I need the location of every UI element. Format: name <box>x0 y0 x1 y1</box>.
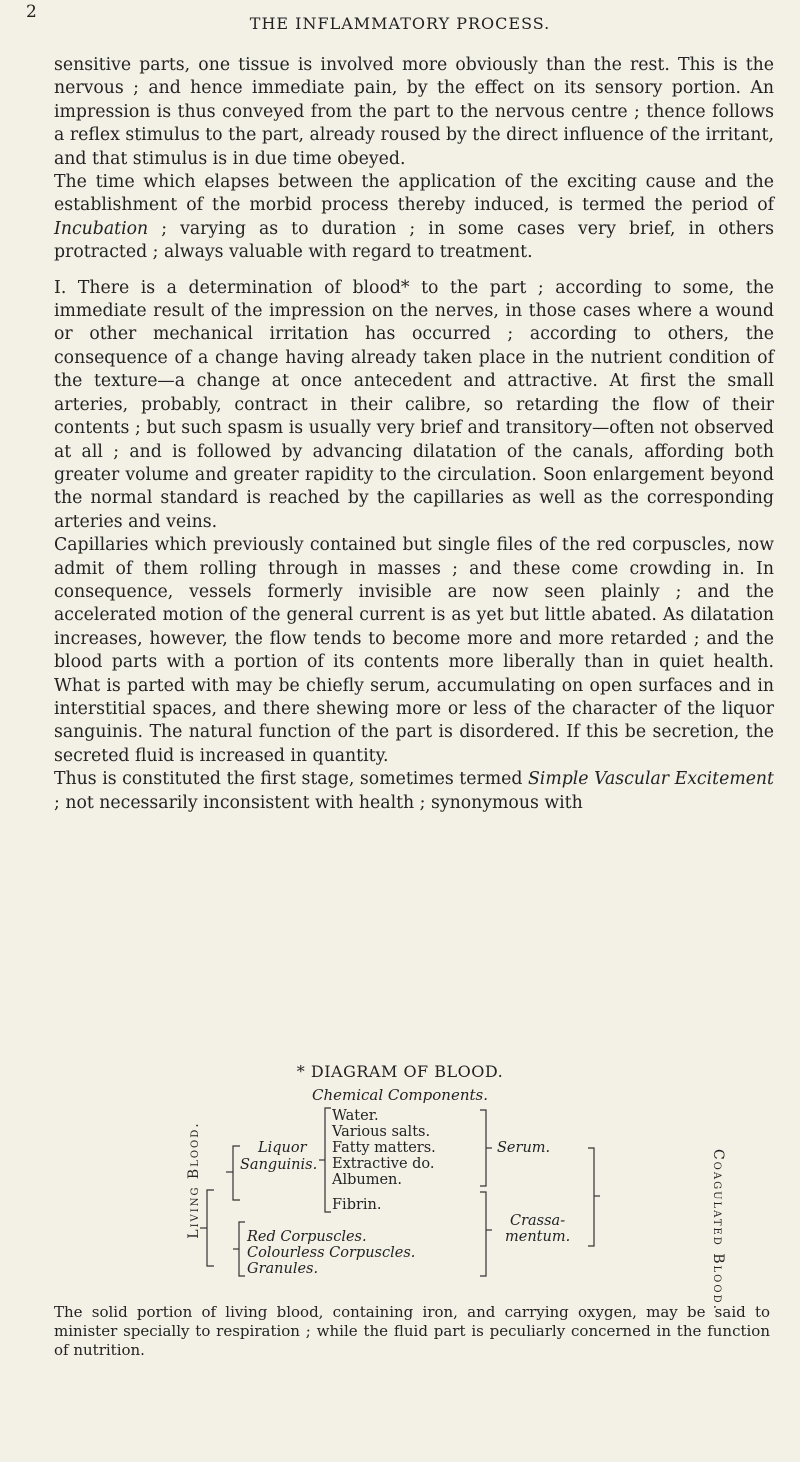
water-label: Water. <box>332 1108 379 1124</box>
albumen-label: Albumen. <box>332 1172 403 1188</box>
liquor-inner-brace <box>325 1108 331 1212</box>
paragraph-1: sensitive parts, one tissue is involved more obviously than the rest. This is the nervous ; and hence immediate pain, by the effect on its sensory portion. An impression is thus conveyed from the part to the nervous centre ; thence follows a reflex stimulus to the part, already roused by the direct influence of the irritant, and that stimulus is in due time obeyed. <box>54 55 774 169</box>
crassamentum-brace <box>480 1192 486 1276</box>
coagulated-blood-label: Coagulated Blood. <box>710 1148 726 1312</box>
living-blood-brace <box>207 1190 214 1266</box>
corpuscles-brace <box>239 1222 245 1276</box>
living-blood-label: Living Blood. <box>186 1121 202 1239</box>
coagulated-brace <box>588 1148 594 1246</box>
crassamentum-label-1: Crassa- <box>510 1213 566 1229</box>
sanguinis-label: Sanguinis. <box>240 1157 318 1173</box>
paragraph-4: Capillaries which previously contained but single files of the red corpuscles, now admit of them rolling through in masses ; and these come crowding in. In consequence, vessels formerly invisible are now seen plainly ; and the accelerated motion of the general current is as yet but little abated. As dilatation increases, however, the flow tends to become more and more retarded ; and the blood parts with a portion of its contents more liberally than in quiet health. What is parted with may be chiefly serum, accumulating on open surfaces and in interstitial spaces, and there shewing more or less of the character of the liquor sanguinis. The natural function of the part is disordered. If this be secretion, the secreted fluid is increased in quantity. <box>54 535 774 766</box>
italic-term: Incubation <box>54 218 149 239</box>
colourless-corpuscles-label: Colourless Corpuscles. <box>247 1245 416 1261</box>
red-corpuscles-label: Red Corpuscles. <box>247 1229 367 1245</box>
extractive-label: Extractive do. <box>332 1156 435 1172</box>
italic-term: Simple Vascular Excitement <box>527 769 775 790</box>
fibrin-label: Fibrin. <box>332 1197 382 1213</box>
granules-label: Granules. <box>247 1261 319 1277</box>
paragraph-2: The time which elapses between the application of the exciting cause and the establishment of the morbid process thereby induced, is termed the period of Incubation ; varying as to duration ; in some cases very brief, in others protracted ; always valuable with regard to treatment. <box>54 172 774 263</box>
serum-label: Serum. <box>497 1140 551 1156</box>
footnote-subtitle: Chemical Components. <box>311 1086 488 1104</box>
footnote-text: The solid portion of living blood, containing iron, and carrying oxygen, may be said to minister specially to respiration ; while the fluid part is peculiarly concerned in the function of nutrition. <box>54 1303 770 1359</box>
fatty-label: Fatty matters. <box>332 1140 436 1156</box>
crassamentum-label-2: mentum. <box>505 1229 571 1245</box>
liquor-label: Liquor <box>258 1140 307 1156</box>
serum-brace <box>480 1110 486 1186</box>
paragraph-3: I. There is a determination of blood* to the part ; according to some, the immediate result of the impression on the nerves, in those cases where a wound or other mechanical irritation has occurred ; according to others, the consequence of a change having already taken place in the nutrient condition of the texture—a change at once antecedent and attractive. At first the small arteries, probably, contract in their calibre, so retarding the flow of their contents ; but such spasm is usually very brief and transitory—often not observed at all ; and is followed by advancing dilatation of the canals, affording both greater volume and greater rapidity to the circulation. Soon enlargement beyond the normal standard is reached by the capillaries as well as the corresponding arteries and veins. <box>54 277 774 532</box>
salts-label: Various salts. <box>332 1124 431 1140</box>
liquor-brace <box>233 1146 240 1200</box>
paragraph-5: Thus is constituted the first stage, sometimes termed Simple Vascular Excitement ; not necessarily inconsistent with health ; synonymous with <box>54 769 775 813</box>
footnote-title: * DIAGRAM OF BLOOD. <box>296 1062 504 1081</box>
running-head: THE INFLAMMATORY PROCESS. <box>249 14 551 33</box>
page-number: 2 <box>26 2 37 22</box>
